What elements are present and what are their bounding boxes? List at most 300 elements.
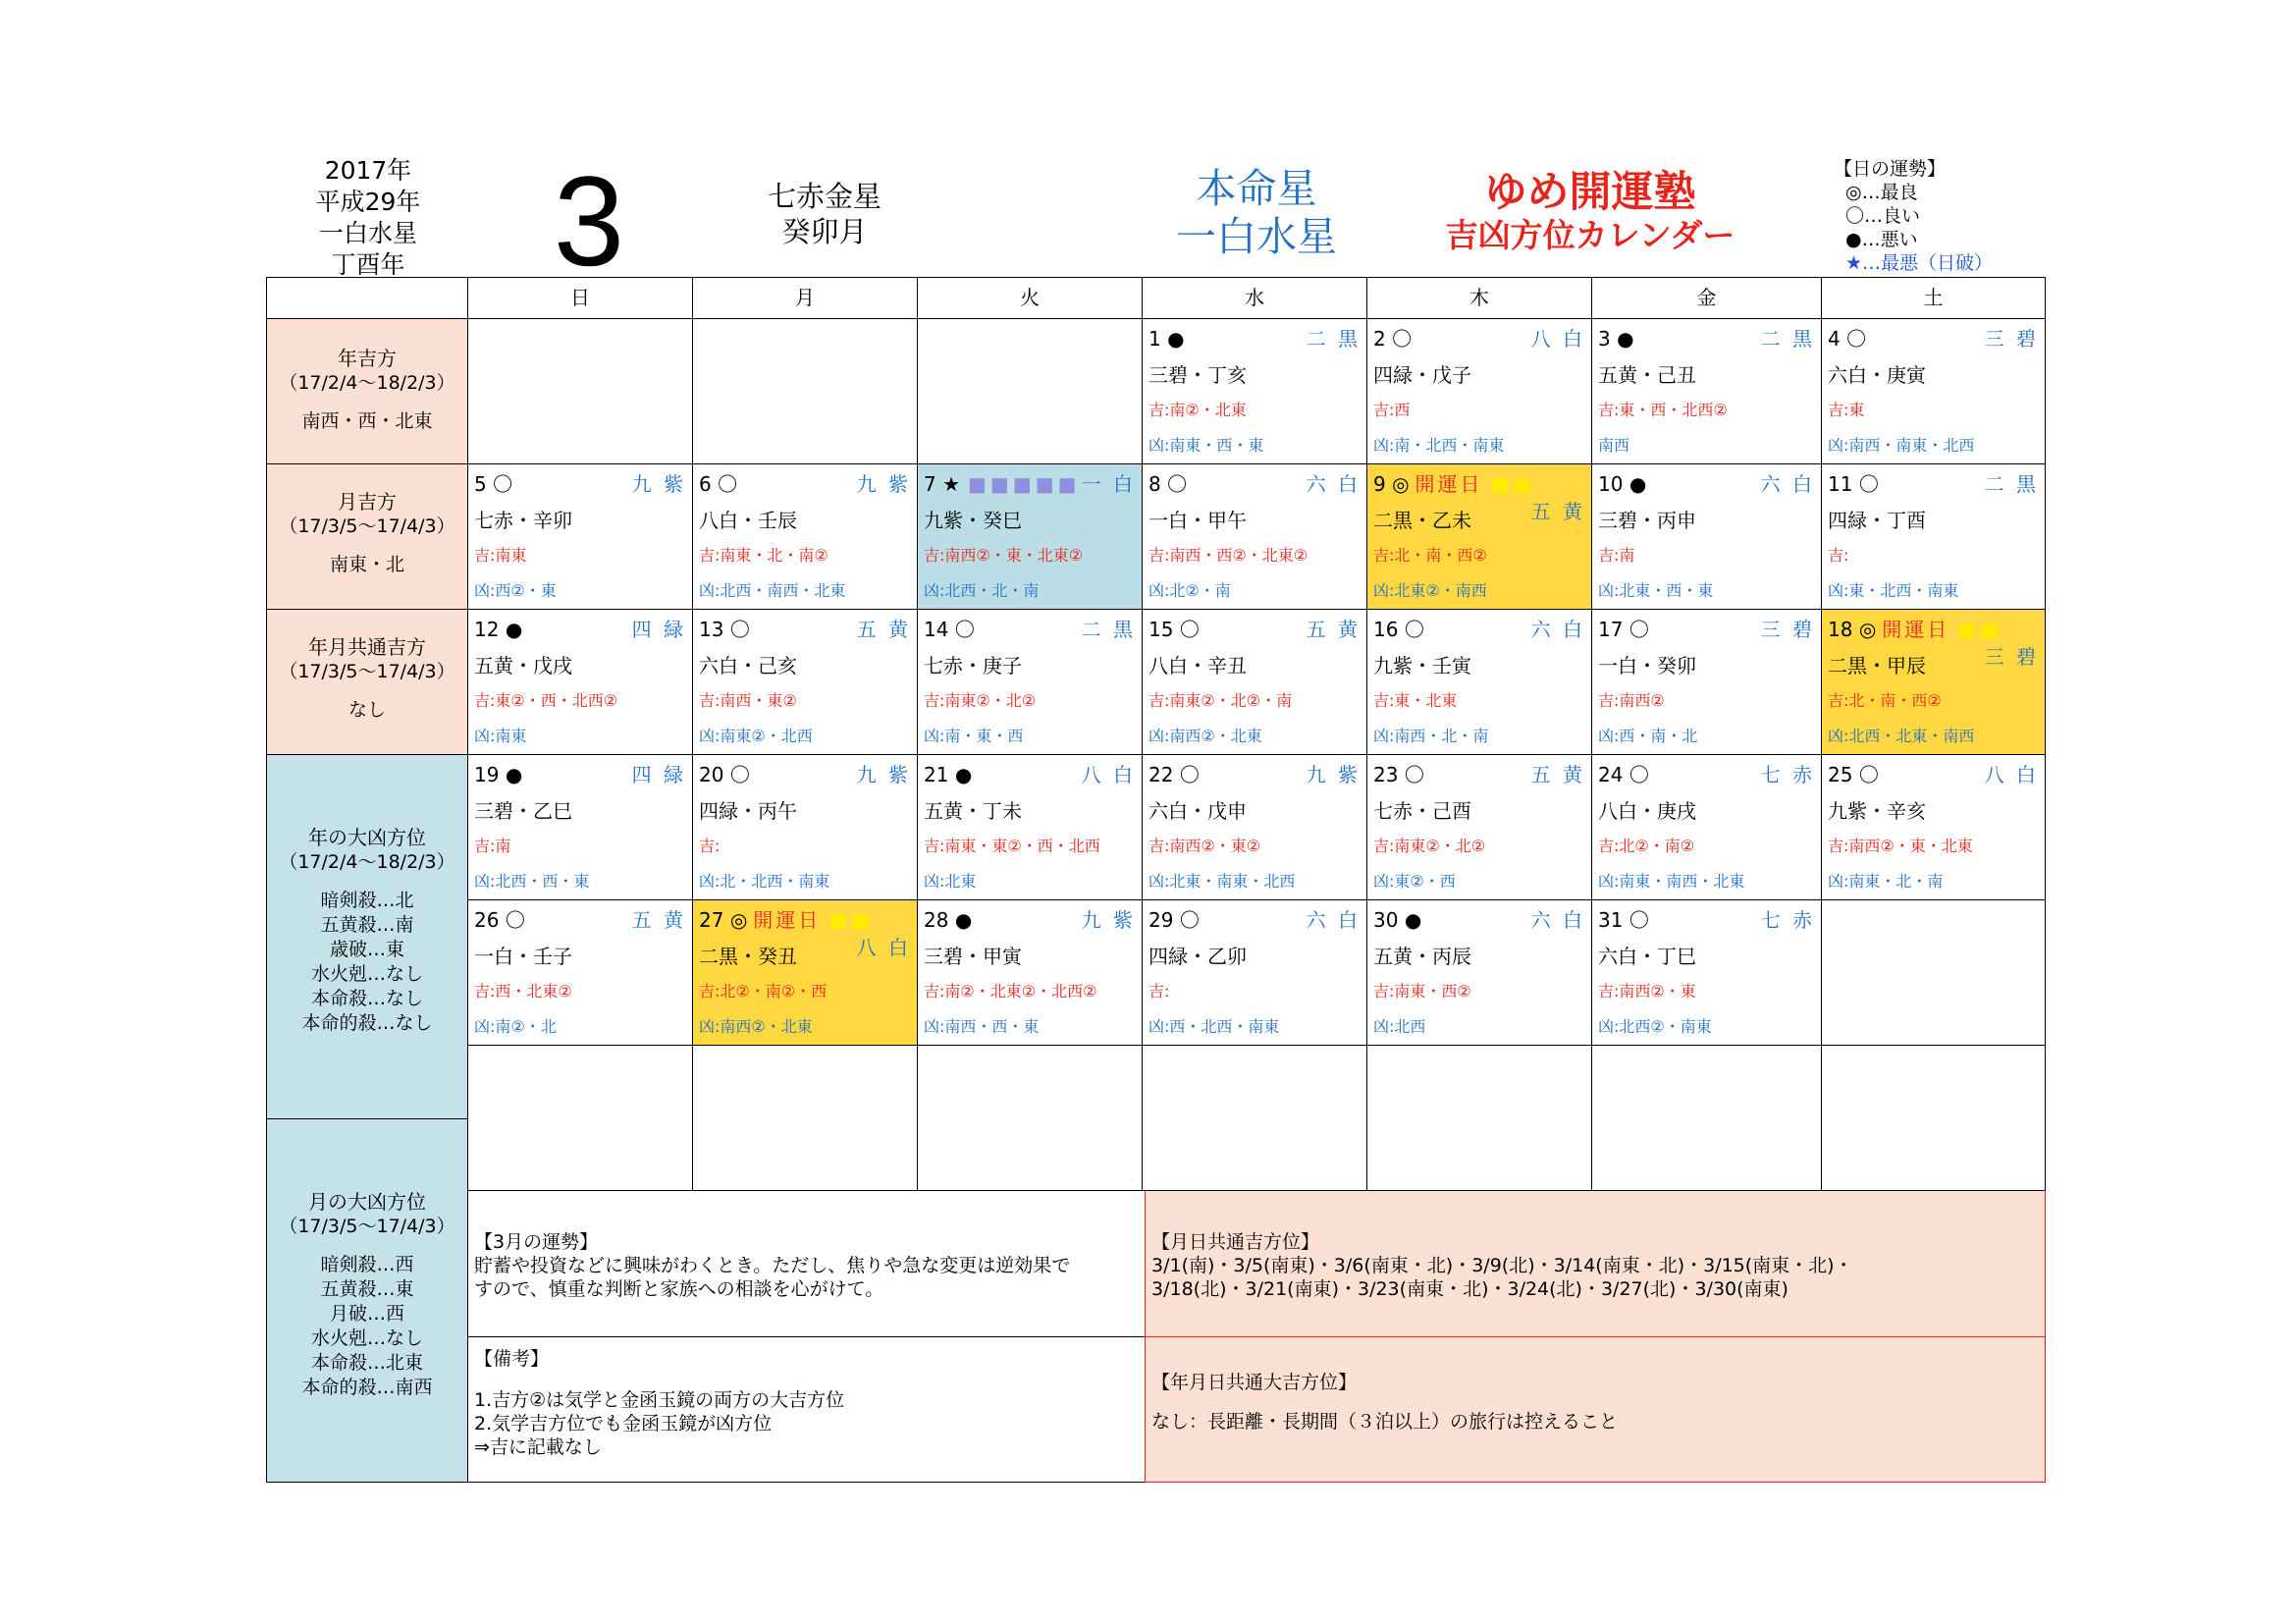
day-kyo: 凶:南②・北 bbox=[474, 1017, 557, 1036]
day-kyo: 凶:南東・南西・北東 bbox=[1598, 872, 1745, 891]
day-kanshi: 六白・丁巳 bbox=[1598, 945, 1696, 968]
day-number bbox=[1148, 761, 1200, 788]
note-line: なし：長距離・長期間（３泊以上）の旅行は控えること bbox=[1151, 1411, 1619, 1433]
day-kyusei: 八 白 bbox=[1530, 327, 1585, 351]
day-kyo: 凶:東②・西 bbox=[1373, 872, 1456, 891]
legend-good: 〇…良い bbox=[1845, 205, 1921, 227]
side-range: （17/2/4～18/2/3） bbox=[279, 372, 455, 394]
day-cell bbox=[692, 899, 918, 1046]
day-kanshi: 一白・壬子 bbox=[474, 945, 572, 968]
day-kanshi: 一白・癸卯 bbox=[1598, 654, 1696, 677]
day-kichi: 吉: bbox=[1148, 982, 1170, 1001]
day-number bbox=[1373, 761, 1424, 788]
day-number bbox=[1828, 470, 1879, 498]
honmei-star bbox=[1129, 165, 1384, 261]
day-cell bbox=[1142, 754, 1367, 900]
side-item: 歳破…東 bbox=[329, 939, 404, 960]
day-cell bbox=[467, 463, 693, 610]
day-kanshi: 三碧・乙巳 bbox=[474, 799, 572, 823]
day-cell bbox=[1591, 609, 1822, 755]
day-kanshi: 七赤・辛卯 bbox=[474, 509, 572, 532]
day-kyo: 凶:北西・北・南 bbox=[924, 581, 1040, 600]
day-kichi: 吉:南西②・東 bbox=[1598, 982, 1696, 1001]
day-kichi: 吉:南②・北東 bbox=[1148, 401, 1247, 419]
day-kyo: 南西 bbox=[1598, 436, 1630, 455]
day-kichi: 吉: bbox=[1828, 546, 1849, 565]
day-cell bbox=[917, 754, 1143, 900]
fortune-mark: 〇 bbox=[1167, 472, 1188, 496]
day-cell bbox=[1366, 899, 1592, 1046]
day-cell bbox=[1366, 754, 1592, 900]
day-number bbox=[1373, 470, 1410, 498]
day-header bbox=[1828, 470, 2039, 498]
day-kyo: 凶:南東・西・東 bbox=[1148, 436, 1264, 455]
day-kanshi: 一白・甲午 bbox=[1148, 509, 1247, 532]
day-cell bbox=[1591, 899, 1822, 1046]
day-header bbox=[1598, 616, 1815, 643]
day-kyo: 凶:北西②・南東 bbox=[1598, 1017, 1712, 1036]
day-kanshi: 五黄・己丑 bbox=[1598, 363, 1696, 387]
side-item: 本命的殺…なし bbox=[301, 1012, 433, 1034]
day-num: 8 bbox=[1148, 472, 1161, 496]
day-num: 20 bbox=[699, 763, 724, 786]
legend-worst: ★…最悪（日破） bbox=[1845, 252, 1994, 274]
day-kyo: 凶:西・南・北 bbox=[1598, 727, 1698, 745]
side-title: 年の大凶方位 bbox=[308, 826, 426, 849]
side-title: 年吉方 bbox=[338, 347, 397, 370]
day-cell bbox=[1821, 609, 2046, 755]
day-kyo: 凶:南東・北・南 bbox=[1828, 872, 1944, 891]
empty-day-cell bbox=[692, 1045, 918, 1191]
day-kichi: 吉:東・北東 bbox=[1373, 691, 1458, 710]
day-cell bbox=[1142, 463, 1367, 610]
side-year-daikyo bbox=[266, 754, 468, 1119]
day-kyusei: 一 白 bbox=[1081, 472, 1136, 496]
side-item: 本命殺…北東 bbox=[310, 1352, 423, 1374]
day-kichi: 吉:西・北東② bbox=[474, 982, 572, 1001]
year-kanshi: 丁酉年 bbox=[331, 250, 405, 279]
day-kichi: 吉:南東②・北②・南 bbox=[1148, 691, 1293, 710]
day-number bbox=[699, 470, 737, 498]
side-range: （17/3/5～17/4/3） bbox=[279, 1216, 455, 1237]
day-kichi: 吉:南東②・北② bbox=[924, 691, 1037, 710]
day-kyusei: 九 紫 bbox=[1081, 908, 1136, 932]
day-kyusei: 五 黄 bbox=[856, 618, 911, 641]
day-kyusei: 九 紫 bbox=[856, 763, 911, 786]
day-num: 24 bbox=[1598, 763, 1624, 786]
day-kichi: 吉:南東・北・南② bbox=[699, 546, 828, 565]
day-kichi: 吉:南 bbox=[474, 837, 511, 855]
day-kichi: 吉:東②・西・北西② bbox=[474, 691, 618, 710]
year-info bbox=[265, 155, 471, 281]
side-month-kichi bbox=[266, 463, 468, 610]
note-line: 3/1(南)・3/5(南東)・3/6(南東・北)・3/9(北)・3/14(南東・北)・3/15(南東・北)・ bbox=[1151, 1255, 1853, 1276]
legend-title: 【日の運勢】 bbox=[1834, 158, 1947, 180]
day-num: 21 bbox=[924, 763, 949, 786]
day-cell bbox=[1142, 899, 1367, 1046]
day-number bbox=[1148, 906, 1200, 934]
day-kanshi: 三碧・丁亥 bbox=[1148, 363, 1247, 387]
day-header bbox=[1598, 761, 1815, 788]
day-header bbox=[1148, 761, 1361, 788]
day-number bbox=[1598, 470, 1646, 498]
side-item: 暗剣殺…西 bbox=[320, 1254, 414, 1275]
day-kichi: 吉:北②・南② bbox=[1598, 837, 1695, 855]
day-kanshi: 八白・庚戌 bbox=[1598, 799, 1696, 823]
day-kyo: 凶:北西・南西・北東 bbox=[699, 581, 846, 600]
day-kyusei: 五 黄 bbox=[631, 908, 686, 932]
fortune-mark: ● bbox=[505, 618, 523, 641]
day-kyusei: 六 白 bbox=[1306, 472, 1361, 496]
day-kyo: 凶:東・北西・南東 bbox=[1828, 581, 1959, 600]
day-number bbox=[699, 906, 747, 934]
day-number bbox=[474, 761, 522, 788]
day-cell bbox=[1142, 318, 1367, 464]
day-number bbox=[924, 906, 972, 934]
day-kyo: 凶:北東・南東・北西 bbox=[1148, 872, 1296, 891]
day-kyusei: 八 白 bbox=[856, 936, 911, 959]
fortune-mark: 〇 bbox=[1179, 618, 1200, 641]
side-value: 南西・西・北東 bbox=[301, 410, 433, 432]
fortune-mark: 〇 bbox=[1179, 908, 1200, 932]
fortune-mark: 〇 bbox=[1404, 763, 1424, 786]
day-kichi: 吉:南西・西②・北東② bbox=[1148, 546, 1308, 565]
fortune-mark: ● bbox=[1404, 908, 1422, 932]
side-month-daikyo bbox=[266, 1118, 468, 1483]
side-title: 月の大凶方位 bbox=[308, 1190, 426, 1214]
fortune-mark: ● bbox=[1629, 472, 1647, 496]
day-cell bbox=[1591, 318, 1822, 464]
side-item: 本命的殺…南西 bbox=[301, 1377, 433, 1398]
day-num: 29 bbox=[1148, 908, 1174, 932]
day-num: 26 bbox=[474, 908, 500, 932]
fortune-mark: 〇 bbox=[1629, 763, 1649, 786]
day-kanshi: 四緑・丙午 bbox=[699, 799, 797, 823]
day-num: 31 bbox=[1598, 908, 1624, 932]
kaiun-label: 開運日 bbox=[1415, 472, 1483, 496]
fortune-mark: ★ bbox=[942, 472, 961, 496]
side-year-kichi bbox=[266, 318, 468, 464]
fortune-mark: 〇 bbox=[493, 472, 513, 496]
side-range: （17/2/4～18/2/3） bbox=[279, 851, 455, 873]
empty-day-cell bbox=[1142, 1045, 1367, 1191]
day-kichi: 吉:北・南・西② bbox=[1373, 546, 1487, 565]
weekday-header: 水 bbox=[1142, 277, 1367, 319]
empty-day-cell bbox=[917, 318, 1143, 464]
day-kanshi: 七赤・庚子 bbox=[924, 654, 1022, 677]
empty-day-cell bbox=[1366, 1045, 1592, 1191]
day-kyusei: 六 白 bbox=[1306, 908, 1361, 932]
day-cell bbox=[1821, 754, 2046, 900]
day-num: 5 bbox=[474, 472, 487, 496]
kaiun-squares-icon: ■■ bbox=[1490, 472, 1536, 496]
side-item: 本命殺…なし bbox=[310, 988, 423, 1009]
day-num: 6 bbox=[699, 472, 712, 496]
day-kyusei: 九 紫 bbox=[856, 472, 911, 496]
day-header bbox=[924, 761, 1136, 788]
fortune-mark: 〇 bbox=[505, 908, 525, 932]
day-kichi: 吉: bbox=[699, 837, 721, 855]
fortune-mark: 〇 bbox=[954, 618, 975, 641]
day-kanshi: 三碧・甲寅 bbox=[924, 945, 1022, 968]
side-title: 月吉方 bbox=[338, 490, 397, 514]
day-kanshi: 五黄・戊戌 bbox=[474, 654, 572, 677]
day-num: 27 bbox=[699, 908, 724, 932]
day-num: 30 bbox=[1373, 908, 1399, 932]
day-num: 7 bbox=[924, 472, 936, 496]
legend-bad: ●…悪い bbox=[1845, 229, 1918, 250]
side-range: （17/3/5～17/4/3） bbox=[279, 661, 455, 682]
day-number bbox=[1148, 616, 1200, 643]
day-kanshi: 八白・壬辰 bbox=[699, 509, 797, 532]
fortune-mark: 〇 bbox=[1629, 618, 1649, 641]
day-kichi: 吉:南②・北東②・北西② bbox=[924, 982, 1097, 1001]
day-kanshi: 六白・庚寅 bbox=[1828, 363, 1926, 387]
day-number bbox=[474, 616, 522, 643]
day-kyusei: 六 白 bbox=[1530, 908, 1585, 932]
fortune-legend bbox=[1834, 157, 2030, 275]
day-number bbox=[1598, 761, 1649, 788]
day-cell bbox=[467, 899, 693, 1046]
day-kyo: 凶:北東・西・東 bbox=[1598, 581, 1714, 600]
side-item: 暗剣殺…北 bbox=[320, 890, 414, 911]
day-kanshi: 七赤・己酉 bbox=[1373, 799, 1471, 823]
day-cell bbox=[467, 754, 693, 900]
day-num: 3 bbox=[1598, 327, 1611, 351]
calendar-grid bbox=[266, 277, 2046, 1483]
day-cell bbox=[917, 609, 1143, 755]
day-kichi: 吉:南西② bbox=[1598, 691, 1665, 710]
empty-day-cell bbox=[1591, 1045, 1822, 1191]
kaiun-squares-icon: ■■ bbox=[828, 908, 875, 932]
day-kanshi: 二黒・甲辰 bbox=[1828, 654, 1926, 677]
fortune-mark: 〇 bbox=[1179, 763, 1200, 786]
day-header bbox=[699, 761, 911, 788]
day-kyo: 凶:西②・東 bbox=[474, 581, 557, 600]
side-range: （17/3/5～17/4/3） bbox=[279, 515, 455, 537]
day-number bbox=[1828, 616, 1876, 643]
day-num: 12 bbox=[474, 618, 500, 641]
note-line: 3/18(北)・3/21(南東)・3/23(南東・北)・3/24(北)・3/27(北)・3/30(南東) bbox=[1151, 1278, 1789, 1300]
day-kyo: 凶:南・東・西 bbox=[924, 727, 1024, 745]
day-number bbox=[1828, 325, 1866, 352]
day-kyo: 凶:北西・西・東 bbox=[474, 872, 590, 891]
side-items bbox=[267, 889, 467, 1036]
note-line: ⇒吉に記載なし bbox=[474, 1436, 602, 1458]
brand-title: ゆめ開運塾 bbox=[1484, 168, 1696, 217]
day-kyo: 凶:南西・西・東 bbox=[924, 1017, 1040, 1036]
day-kichi: 吉:北②・南②・西 bbox=[699, 982, 828, 1001]
fortune-mark: 〇 bbox=[1846, 327, 1867, 351]
day-kyo: 凶:南西②・北東 bbox=[699, 1017, 813, 1036]
year-heisei: 平成29年 bbox=[315, 188, 421, 216]
day-kichi: 吉:南西・東② bbox=[699, 691, 797, 710]
day-cell bbox=[917, 463, 1143, 610]
fortune-mark: 〇 bbox=[1858, 763, 1879, 786]
day-header bbox=[699, 616, 911, 643]
note-title: 【3月の運勢】 bbox=[474, 1231, 599, 1253]
side-value: なし bbox=[347, 699, 386, 721]
day-num: 9 bbox=[1373, 472, 1386, 496]
side-item: 五黄殺…東 bbox=[320, 1278, 414, 1300]
month-number: 3 bbox=[553, 149, 625, 293]
day-header bbox=[1373, 906, 1585, 934]
day-header bbox=[1148, 325, 1361, 352]
day-number bbox=[1148, 470, 1187, 498]
day-number bbox=[1598, 325, 1634, 352]
day-kichi: 吉:南東②・北② bbox=[1373, 837, 1486, 855]
hiha-squares-icon: ■■■■■ bbox=[968, 472, 1081, 496]
weekday-header: 木 bbox=[1366, 277, 1592, 319]
empty-day-cell bbox=[467, 1045, 693, 1191]
fortune-mark: 〇 bbox=[729, 763, 750, 786]
day-kyo: 凶:北②・南 bbox=[1148, 581, 1231, 600]
day-kichi: 吉:南東・西② bbox=[1373, 982, 1471, 1001]
day-number bbox=[474, 470, 512, 498]
day-kyusei: 四 緑 bbox=[631, 618, 686, 641]
note-title: 【月日共通吉方位】 bbox=[1151, 1231, 1320, 1253]
fortune-mark: 〇 bbox=[1858, 472, 1879, 496]
day-header bbox=[924, 470, 1136, 498]
day-header bbox=[924, 906, 1136, 934]
day-kyusei: 二 黒 bbox=[1984, 472, 2039, 496]
big-kichi-note bbox=[1145, 1336, 2046, 1483]
day-number bbox=[699, 761, 750, 788]
day-kyo: 凶:南西②・北東 bbox=[1148, 727, 1262, 745]
month-fortune-note bbox=[467, 1190, 1146, 1337]
day-kyo: 凶:南東②・北西 bbox=[699, 727, 813, 745]
day-header bbox=[699, 470, 911, 498]
empty-day-cell bbox=[467, 318, 693, 464]
day-kanshi: 二黒・乙未 bbox=[1373, 509, 1471, 532]
day-number bbox=[699, 616, 750, 643]
day-cell bbox=[1591, 463, 1822, 610]
day-kyusei: 五 黄 bbox=[1530, 500, 1585, 523]
day-num: 2 bbox=[1373, 327, 1386, 351]
day-cell bbox=[1591, 754, 1822, 900]
day-cell bbox=[1366, 609, 1592, 755]
day-num: 15 bbox=[1148, 618, 1174, 641]
honmei-label: 本命星 bbox=[1196, 165, 1317, 212]
fortune-mark: ● bbox=[1167, 327, 1185, 351]
legend-best: ◎…最良 bbox=[1845, 182, 1918, 203]
day-cell bbox=[1366, 318, 1592, 464]
corner-cell bbox=[266, 277, 468, 319]
day-cell bbox=[692, 609, 918, 755]
fortune-mark: ● bbox=[1617, 327, 1634, 351]
day-kanshi: 九紫・辛亥 bbox=[1828, 799, 1926, 823]
day-kyusei: 七 赤 bbox=[1760, 763, 1815, 786]
day-kanshi: 八白・辛丑 bbox=[1148, 654, 1247, 677]
day-kyusei: 三 碧 bbox=[1984, 645, 2039, 669]
note-line: 2.気学吉方位でも金函玉鏡が凶方位 bbox=[474, 1413, 773, 1435]
day-num: 28 bbox=[924, 908, 949, 932]
day-kyusei: 八 白 bbox=[1081, 763, 1136, 786]
side-title: 年月共通吉方 bbox=[308, 635, 426, 659]
weekday-header: 火 bbox=[917, 277, 1143, 319]
fortune-mark: ◎ bbox=[1392, 472, 1410, 496]
side-item: 水火剋…なし bbox=[310, 963, 423, 985]
weekday-header: 月 bbox=[692, 277, 918, 319]
day-kichi: 吉:北・南・西② bbox=[1828, 691, 1942, 710]
day-kyusei: 五 黄 bbox=[1530, 763, 1585, 786]
fortune-mark: 〇 bbox=[718, 472, 738, 496]
day-header bbox=[924, 616, 1136, 643]
weekday-header: 日 bbox=[467, 277, 693, 319]
month-kanshi: 癸卯月 bbox=[781, 215, 868, 248]
day-header bbox=[474, 470, 686, 498]
note-line: すので、慎重な判断と家族への相談を心がけて。 bbox=[474, 1278, 884, 1300]
honmei-value: 一白水星 bbox=[1176, 213, 1337, 260]
day-kyusei: 二 黒 bbox=[1760, 327, 1815, 351]
fortune-mark: 〇 bbox=[1392, 327, 1413, 351]
day-number bbox=[924, 470, 960, 498]
day-num: 19 bbox=[474, 763, 500, 786]
day-num: 1 bbox=[1148, 327, 1161, 351]
day-kichi: 吉:南東 bbox=[474, 546, 527, 565]
day-cell bbox=[692, 463, 918, 610]
kaiun-squares-icon: ■■ bbox=[1957, 618, 2003, 641]
day-kyo: 凶:南西・北・南 bbox=[1373, 727, 1489, 745]
day-kanshi: 四緑・乙卯 bbox=[1148, 945, 1247, 968]
day-kanshi: 六白・戊申 bbox=[1148, 799, 1247, 823]
day-kyusei: 三 碧 bbox=[1760, 618, 1815, 641]
day-kyo: 凶:北・北西・南東 bbox=[699, 872, 830, 891]
day-kichi: 吉:南西②・東・北東② bbox=[924, 546, 1084, 565]
day-number bbox=[1598, 906, 1649, 934]
day-num: 14 bbox=[924, 618, 949, 641]
day-kyusei: 六 白 bbox=[1530, 618, 1585, 641]
day-kyusei: 九 紫 bbox=[1306, 763, 1361, 786]
kaiun-label: 開運日 bbox=[753, 908, 822, 932]
day-header bbox=[1148, 470, 1361, 498]
day-num: 11 bbox=[1828, 472, 1853, 496]
day-kanshi: 四緑・丁酉 bbox=[1828, 509, 1926, 532]
day-number bbox=[1373, 616, 1424, 643]
day-kanshi: 五黄・丁未 bbox=[924, 799, 1022, 823]
empty-day-cell bbox=[692, 318, 918, 464]
note-line: 貯蓄や投資などに興味がわくとき。ただし、焦りや急な変更は逆効果で bbox=[474, 1255, 1071, 1276]
day-num: 13 bbox=[699, 618, 724, 641]
kaiun-label: 開運日 bbox=[1882, 618, 1950, 641]
day-header bbox=[1598, 906, 1815, 934]
weekday-header: 金 bbox=[1591, 277, 1822, 319]
day-kyo: 凶:南西・南東・北西 bbox=[1828, 436, 1975, 455]
side-item: 水火剋…なし bbox=[310, 1327, 423, 1349]
day-num: 10 bbox=[1598, 472, 1624, 496]
day-kichi: 吉:西 bbox=[1373, 401, 1411, 419]
day-num: 17 bbox=[1598, 618, 1624, 641]
day-header bbox=[474, 616, 686, 643]
day-kichi: 吉:南西②・東② bbox=[1148, 837, 1261, 855]
day-header bbox=[1373, 325, 1585, 352]
day-kanshi: 九紫・癸巳 bbox=[924, 509, 1022, 532]
side-common-kichi bbox=[266, 609, 468, 755]
day-cell bbox=[692, 754, 918, 900]
day-kichi: 吉:南西②・東・北東 bbox=[1828, 837, 1973, 855]
day-header bbox=[1828, 761, 2039, 788]
day-header bbox=[474, 906, 686, 934]
day-kyusei: 八 白 bbox=[1984, 763, 2039, 786]
day-kyusei: 七 赤 bbox=[1760, 908, 1815, 932]
day-cell bbox=[1366, 463, 1592, 610]
day-kyusei: 九 紫 bbox=[631, 472, 686, 496]
day-number bbox=[1373, 325, 1412, 352]
year-star: 一白水星 bbox=[318, 219, 417, 247]
fortune-mark: 〇 bbox=[1404, 618, 1424, 641]
day-number bbox=[1828, 761, 1879, 788]
year-western: 2017年 bbox=[324, 156, 412, 185]
